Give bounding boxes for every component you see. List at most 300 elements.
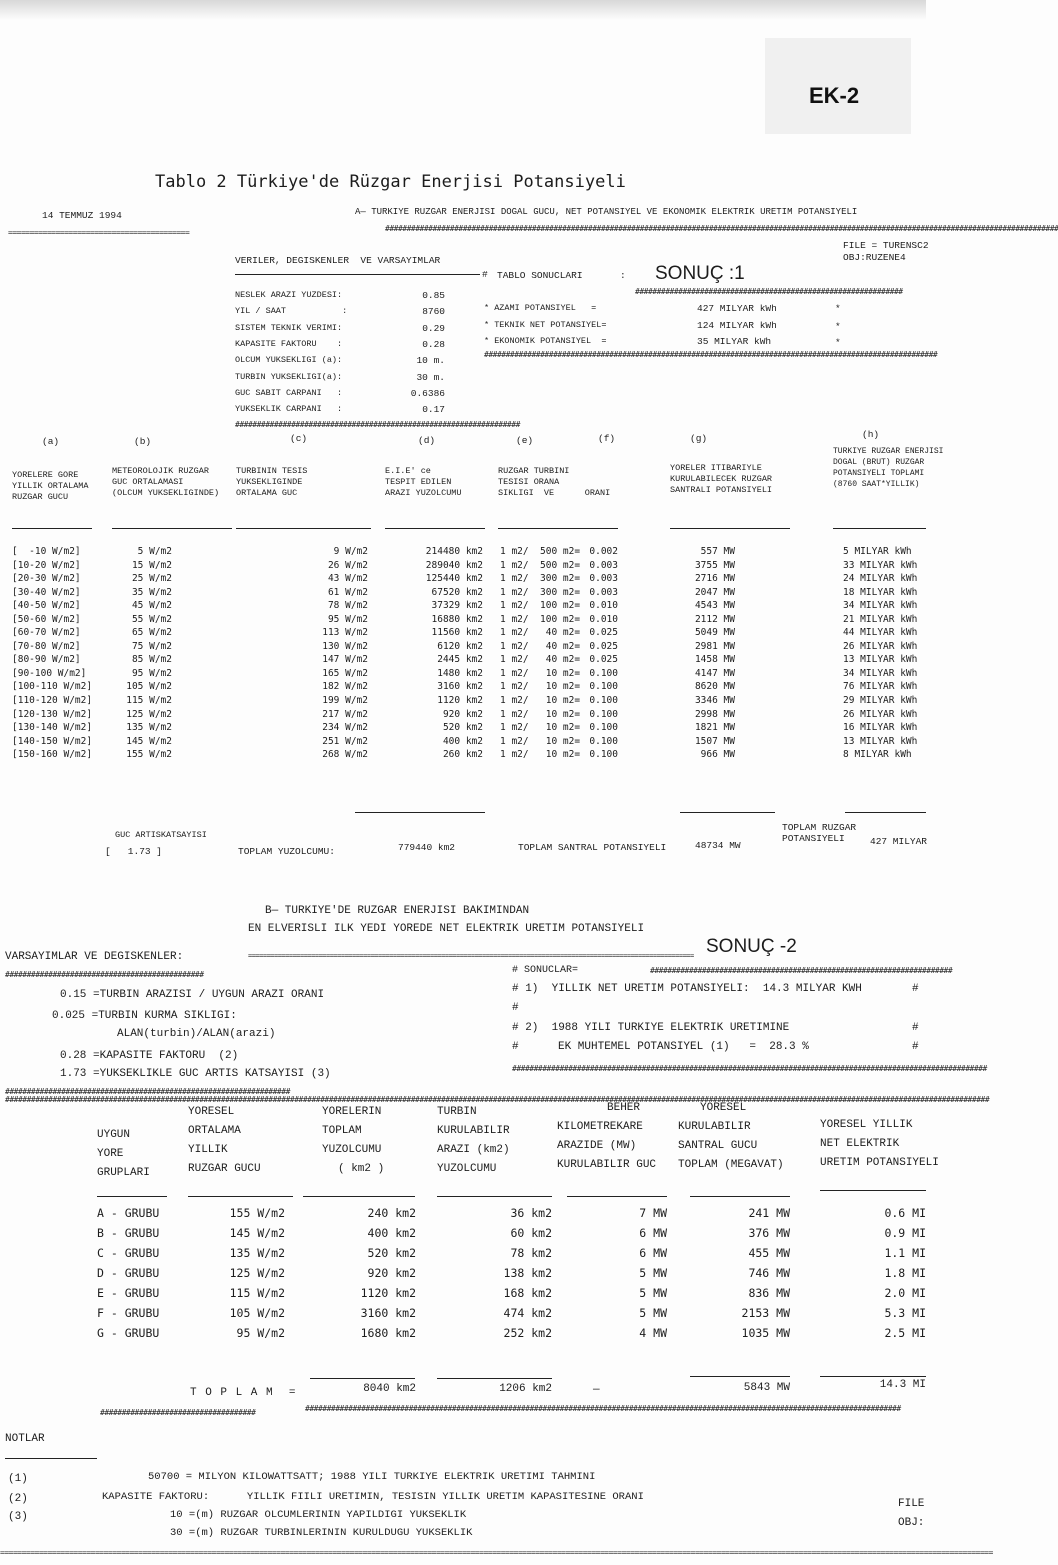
cell-range: [ -10 W/m2] [12,546,81,557]
cell-capacity: 746 MW [748,1266,790,1280]
cell-turbine-area: 138 km2 [503,1266,552,1280]
cell-range: [120-130 W/m2] [12,708,93,720]
table-b-column [700,1203,790,1343]
colb-head-groups: UYGUN YORE GRUPLARI [97,1129,150,1179]
cell-turbine-area: 252 km2 [503,1326,552,1340]
cell-power: 105 W/m2 [229,1306,285,1320]
cell-range: [20-30 W/m2] [12,573,81,585]
input-value: 0.29 [422,322,445,334]
cell-ratio: 0.003 [589,586,618,598]
obj-label: OBJ:RUZENE4 [843,252,906,263]
cell-range: [100-110 W/m2] [12,681,93,693]
total-b-turbine-area: 1206 km2 [499,1383,552,1395]
cell-natural-potential: 44 MILYAR kWh [843,627,918,639]
hash-divider: ############################################## [5,970,204,979]
cell-turbine-area: 474 km2 [503,1306,552,1320]
cell-met-power: 25 W/m2 [131,573,172,585]
cell-turbine-power: 182 W/m2 [322,681,368,693]
cell-range: [140-150 W/m2] [12,735,93,747]
note-text: 10 =(m) RUZGAR OLCUMLERININ YAPILDIGI YUKSEKLIK [170,1509,467,1521]
marker: # [512,1041,519,1053]
cell-turbine-power: 217 W/m2 [322,708,368,720]
annex-label-box [765,38,911,134]
page-title: Tablo 2 Türkiye'de Rüzgar Enerjisi Potansiyeli [155,172,626,192]
rule [97,1196,167,1197]
cell-natural-potential: 18 MILYAR kWh [843,586,918,598]
marker: * [835,321,841,332]
rule [112,528,232,529]
assumption-4: 1.73 =YUKSEKLIKLE GUC ARTIS KATSAYISI (3) [60,1068,331,1080]
rule [12,528,92,529]
marker: * [835,303,841,314]
table-a-column [843,545,933,762]
cell-production: 2.0 MI [884,1286,926,1300]
table-b-column [195,1203,285,1343]
total-b-capacity: 5843 MW [743,1382,790,1394]
cell-density: 1 m2/ 10 m2= [500,735,581,747]
cell-density: 1 m2/ 10 m2= [500,708,581,720]
colb-head-turbine-area: TURBIN KURULABILIR ARAZI (km2) YUZOLCUMU [437,1106,510,1175]
cell-turbine-power: 113 W/m2 [322,627,368,639]
colb-head-area: YORELERIN TOPLAM YUZOLCUMU ( km2 ) [322,1106,385,1175]
table-a-column [12,545,102,762]
cell-ratio: 0.025 [589,627,618,639]
cell-natural-potential: 5 MILYAR kWh [843,546,912,557]
cell-range: [70-80 W/m2] [12,640,81,652]
cell-density: 1 m2/ 100 m2= [500,613,581,625]
col-letter-a: (a) [42,436,60,447]
colb-head-production: YORESEL YILLIK NET ELEKTRIK URETIM POTANSIYELI [820,1119,939,1169]
cell-ratio: 0.100 [589,681,618,693]
cell-area: 920 km2 [442,708,483,720]
hash-divider: ###################################################################### [650,966,953,975]
cell-per-km2: 6 MW [639,1226,667,1240]
input-label: TURBIN YUKSEKLIGI(a): [235,371,343,382]
hash-divider: ######################################################################################################### [484,350,938,359]
hash-divider: ========================================== [8,228,190,237]
colb-head-capacity: YORESEL KURULABILIR SANTRAL GUCU TOPLAM (MEGAVAT) [678,1102,784,1171]
cell-natural-potential: 13 MILYAR kWh [843,735,918,747]
cell-area: 6120 km2 [437,640,483,652]
rule [690,1376,790,1377]
hash-divider: ======================================================================================================================== [248,952,694,960]
cell-capacity: 1035 MW [741,1326,790,1340]
cell-density: 1 m2/ 300 m2= [500,586,581,598]
table-b-column [830,1203,926,1343]
col-head-a: YORELERE GORE YILLIK ORTALAMA RUZGAR GUCU [12,470,89,502]
cell-per-km2: 5 MW [639,1286,667,1300]
rule [188,1196,293,1197]
input-value: 0.6386 [410,387,445,399]
cell-plant-potential: 2981 MW [694,640,735,652]
cell-plant-potential: 3346 MW [694,695,735,707]
col-head-c: TURBININ TESIS YUKSEKLIGINDE ORTALAMA GUC [236,466,308,498]
cell-density: 1 m2/ 500 m2= [500,546,581,557]
cell-capacity: 376 MW [748,1226,790,1240]
cell-area: 289040 km2 [425,559,483,571]
note-text: 30 =(m) RUZGAR TURBINLERININ KURULDUGU YUKSEKLIK [170,1527,473,1539]
cell-density: 1 m2/ 40 m2= [500,640,581,652]
cell-area: 214480 km2 [425,546,483,557]
result-b-3: EK MUHTEMEL POTANSIYEL (1) = 28.3 % [558,1041,809,1053]
cell-plant-potential: 1507 MW [694,735,735,747]
results-label: # SONUCLAR= [512,965,579,976]
note-number: (3) [8,1511,28,1523]
cell-capacity: 241 MW [748,1206,790,1220]
cell-range: [10-20 W/m2] [12,559,81,571]
input-label: GUC SABIT CARPANI : [235,387,343,398]
note-text: KAPASITE FAKTORU: YILLIK FIILI URETIMIN, TESISIN YILLIK URETIM KAPASITESINE ORANI [102,1491,644,1503]
cell-range: [80-90 W/m2] [12,654,81,666]
cell-area: 37329 km2 [431,600,483,612]
cell-met-power: 125 W/m2 [126,708,172,720]
cell-natural-potential: 26 MILYAR kWh [843,708,918,720]
cell-area: 1480 km2 [437,667,483,679]
cell-plant-potential: 557 MW [700,546,735,557]
cell-range: [130-140 W/m2] [12,722,93,734]
col-letter-f: (f) [598,433,616,444]
colb-head-power: YORESEL ORTALAMA YILLIK RUZGAR GUCU [188,1106,261,1175]
cell-area: 3160 km2 [360,1306,416,1320]
cell-density: 1 m2/ 300 m2= [500,573,581,585]
cell-density: 1 m2/ 10 m2= [500,722,581,734]
cell-turbine-power: 26 W/m2 [327,559,368,571]
cell-met-power: 115 W/m2 [126,695,172,707]
cell-turbine-power: 199 W/m2 [322,695,368,707]
note-text: 50700 = MILYON KILOWATTSATT; 1988 YILI TURKIYE ELEKTRIK URETIMI TAHMINI [148,1471,596,1483]
cell-natural-potential: 26 MILYAR kWh [843,640,918,652]
marker: # [912,1022,919,1034]
cell-turbine-power: 61 W/m2 [327,586,368,598]
cell-power: 115 W/m2 [229,1286,285,1300]
cell-turbine-area: 60 km2 [510,1226,552,1240]
table-b-column [455,1203,552,1343]
cell-area: 260 km2 [442,749,483,761]
cell-met-power: 105 W/m2 [126,681,172,693]
cell-density: 1 m2/ 10 m2= [500,667,581,679]
hash-divider: ########################################################################################################################################## [305,1404,901,1413]
cell-natural-potential: 13 MILYAR kWh [843,654,918,666]
cell-area: 11560 km2 [431,627,483,639]
toplam-ruzgar-label: TOPLAM RUZGAR POTANSIYELI [782,822,857,844]
guc-label: GUC ARTISKATSAYISI [115,830,207,840]
cell-area: 1120 km2 [437,695,483,707]
cell-area: 520 km2 [367,1246,416,1260]
cell-density: 1 m2/ 40 m2= [500,627,581,639]
input-value: 8760 [422,306,445,318]
cell-met-power: 145 W/m2 [126,735,172,747]
cell-plant-potential: 2112 MW [694,613,735,625]
cell-met-power: 55 W/m2 [131,613,172,625]
cell-capacity: 836 MW [748,1286,790,1300]
cell-met-power: 75 W/m2 [131,640,172,652]
scan-edge-shadow [0,0,926,20]
table-a-column [680,545,735,762]
result-label: * AZAMI POTANSIYEL = [484,303,597,313]
cell-turbine-power: 43 W/m2 [327,573,368,585]
input-value: 10 m. [416,355,445,367]
cell-per-km2: 5 MW [639,1306,667,1320]
result-b-2: # 2) 1988 YILI TURKIYE ELEKTRIK URETIMINE [512,1022,790,1034]
result-label: * EKONOMIK POTANSIYEL = [484,336,607,346]
cell-range: [90-100 W/m2] [12,667,87,679]
cell-turbine-power: 234 W/m2 [322,722,368,734]
cell-range: [30-40 W/m2] [12,586,81,598]
cell-area: 400 km2 [442,735,483,747]
section-b-subtitle: EN ELVERISLI ILK YEDI YOREDE NET ELEKTRIK URETIM POTANSIYELI [248,923,645,935]
table-b-column [320,1203,416,1343]
table-a-column [385,545,483,762]
input-label: YIL / SAAT : [235,306,348,317]
hash-divider: #################################### [100,1408,256,1417]
toplam-santral-label: TOPLAM SANTRAL POTANSIYELI [518,842,667,853]
results-header-marker: # [482,269,488,280]
cell-turbine-area: 78 km2 [510,1246,552,1260]
cell-met-power: 15 W/m2 [131,559,172,571]
cell-group: D - GRUBU [97,1266,160,1280]
cell-turbine-power: 251 W/m2 [322,735,368,747]
cell-capacity: 2153 MW [741,1306,790,1320]
cell-power: 125 W/m2 [229,1266,285,1280]
cell-density: 1 m2/ 500 m2= [500,559,581,571]
cell-area: 2445 km2 [437,654,483,666]
cell-plant-potential: 2716 MW [694,573,735,585]
toplam-santral: 48734 MW [695,840,741,851]
cell-range: [60-70 W/m2] [12,627,81,639]
hash-divider: ############################################################## [635,287,903,296]
cell-ratio: 0.100 [589,722,618,734]
col-head-d: E.I.E' ce TESPIT EDILEN ARAZI YUZOLCUMU [385,466,462,498]
assumption-1: 0.15 =TURBIN ARAZISI / UYGUN ARAZI ORANI [60,989,325,1001]
cell-capacity: 455 MW [748,1246,790,1260]
cell-range: [110-120 W/m2] [12,695,93,707]
result-1-heading: SONUÇ :1 [655,263,745,284]
total-b-dash: — [593,1384,600,1396]
rule [833,528,926,529]
cell-met-power: 85 W/m2 [131,654,172,666]
table-a-column [305,545,368,762]
cell-density: 1 m2/ 40 m2= [500,654,581,666]
cell-met-power: 65 W/m2 [131,627,172,639]
hash-divider: #################################################################################################################################################################################################################################### [5,1095,990,1104]
cell-turbine-power: 130 W/m2 [322,640,368,652]
cell-natural-potential: 21 MILYAR kWh [843,613,918,625]
rule [437,1378,552,1379]
cell-area: 16880 km2 [431,613,483,625]
cell-density: 1 m2/ 100 m2= [500,600,581,612]
cell-ratio: 0.010 [589,613,618,625]
cell-turbine-power: 78 W/m2 [327,600,368,612]
cell-production: 1.1 MI [884,1246,926,1260]
hash-divider: ====================================================================================================================================================================================================================================== [0,1548,993,1557]
cell-plant-potential: 4147 MW [694,667,735,679]
rule [437,1196,552,1197]
cell-area: 240 km2 [367,1206,416,1220]
cell-ratio: 0.100 [589,667,618,679]
assumption-2: 0.025 =TURBIN KURMA SIKLIGI: [52,1010,237,1022]
cell-production: 1.8 MI [884,1266,926,1280]
section-a-title: A— TURKIYE RUZGAR ENERJISI DOGAL GUCU, NET POTANSIYEL VE EKONOMIK ELEKTRIK URETIM POTANSIYELI [355,207,858,217]
input-value: 0.85 [422,290,445,301]
cell-ratio: 0.100 [589,695,618,707]
colb-head-per-km2: BEHER KILOMETREKARE ARAZIDE (MW) KURULABILIR GUC [557,1102,657,1171]
cell-plant-potential: 8620 MW [694,681,735,693]
cell-turbine-area: 36 km2 [510,1206,552,1220]
rule [5,1458,97,1459]
total-b-production: 14.3 MI [879,1379,926,1391]
cell-turbine-power: 9 W/m2 [333,546,368,557]
total-b-area: 8040 km2 [363,1383,416,1395]
toplam-yuzolcumu-label: TOPLAM YUZOLCUMU: [238,846,335,857]
cell-ratio: 0.100 [589,708,618,720]
result-b-1: # 1) YILLIK NET URETIM POTANSIYELI: 14.3 MILYAR KWH [512,983,862,995]
rule [498,528,618,529]
col-head-g: YORELER ITIBARIYLE KURULABILECEK RUZGAR SANTRALI POTANSIYELI [670,463,773,495]
cell-plant-potential: 1458 MW [694,654,735,666]
inputs-header: VERILER, DEGISKENLER VE VARSAYIMLAR [235,255,441,266]
cell-natural-potential: 8 MILYAR kWh [843,749,912,761]
cell-per-km2: 7 MW [639,1206,667,1220]
input-label: SISTEM TEKNIK VERIMI: [235,322,343,333]
cell-plant-potential: 2998 MW [694,708,735,720]
rule [820,1190,926,1191]
cell-per-km2: 4 MW [639,1326,667,1340]
col-letter-d: (d) [418,435,436,446]
toplam-yuzolcumu: 779440 km2 [398,842,456,853]
cell-area: 1120 km2 [360,1286,416,1300]
cell-plant-potential: 4543 MW [694,600,735,612]
col-letter-e: (e) [516,435,534,446]
cell-natural-potential: 24 MILYAR kWh [843,573,918,585]
cell-ratio: 0.010 [589,600,618,612]
cell-met-power: 95 W/m2 [131,667,172,679]
cell-ratio: 0.100 [589,735,618,747]
table-a-column [585,545,618,762]
cell-production: 0.6 MI [884,1206,926,1220]
cell-group: A - GRUBU [97,1206,160,1220]
marker: * [835,337,841,348]
notes-title: NOTLAR [5,1433,45,1445]
assumption-3: 0.28 =KAPASITE FAKTORU (2) [60,1050,239,1062]
cell-met-power: 155 W/m2 [126,749,172,761]
annex-label: EK-2 [809,83,860,108]
col-head-h: TURKIYE RUZGAR ENERJISI DOGAL (BRUT) RUZGAR POTANSIYELI TOPLAMI (8760 SAAT*YILLIK) [833,447,944,489]
note-number: (1) [8,1473,28,1485]
hash-divider: ################################################################## [235,420,520,429]
cell-area: 125440 km2 [425,573,483,585]
cell-turbine-power: 147 W/m2 [322,654,368,666]
marker: # [912,983,919,995]
cell-power: 155 W/m2 [229,1206,285,1220]
col-head-e: RUZGAR TURBINI TESISI ORANA SIKLIGI VE ORANI [498,466,611,498]
report-date: 14 TEMMUZ 1994 [42,210,122,221]
cell-production: 0.9 MI [884,1226,926,1240]
cell-density: 1 m2/ 10 m2= [500,681,581,693]
hash-divider: ############################################################################################################################################################ [385,224,1058,233]
toplam-ruzgar: 427 MILYAR [870,836,928,847]
rule [310,1378,415,1379]
rule [670,528,790,529]
cell-ratio: 0.100 [589,749,618,761]
assumptions-title: VARSAYIMLAR VE DEGISKENLER: [5,951,184,963]
cell-natural-potential: 34 MILYAR kWh [843,600,918,612]
cell-range: [50-60 W/m2] [12,613,81,625]
rule [236,528,371,529]
separator-dot: : [620,270,626,281]
cell-natural-potential: 33 MILYAR kWh [843,559,918,571]
cell-production: 5.3 MI [884,1306,926,1320]
table-a-column [112,545,172,762]
cell-per-km2: 6 MW [639,1246,667,1260]
cell-area: 67520 km2 [431,586,483,598]
cell-met-power: 45 W/m2 [131,600,172,612]
cell-density: 1 m2/ 10 m2= [500,749,581,761]
cell-natural-potential: 34 MILYAR kWh [843,667,918,679]
input-label: YUKSEKLIK CARPANI : [235,404,343,415]
cell-area: 3160 km2 [437,681,483,693]
input-value: 30 m. [416,371,445,383]
rule [845,812,926,813]
cell-range: [40-50 W/m2] [12,600,81,612]
cell-plant-potential: 1821 MW [694,722,735,734]
result-value: 427 MILYAR kWh [697,303,777,314]
cell-met-power: 135 W/m2 [126,722,172,734]
cell-ratio: 0.003 [589,559,618,571]
results-header: TABLO SONUCLARI [497,270,583,281]
rule [235,274,480,275]
cell-group: E - GRUBU [97,1286,160,1300]
cell-ratio: 0.002 [589,546,618,557]
result-value: 124 MILYAR kWh [697,319,777,331]
input-label: OLCUM YUKSEKLIGI (a): [235,355,343,366]
cell-group: B - GRUBU [97,1226,160,1240]
cell-met-power: 5 W/m2 [137,546,172,557]
rule [303,1196,415,1197]
cell-area: 400 km2 [367,1226,416,1240]
result-value: 35 MILYAR kWh [697,336,772,347]
cell-area: 520 km2 [442,722,483,734]
cell-power: 145 W/m2 [229,1226,285,1240]
guc-value: [ 1.73 ] [105,846,163,857]
cell-natural-potential: 29 MILYAR kWh [843,695,918,707]
marker: # [512,1002,519,1014]
col-letter-c: (c) [290,433,308,444]
footer-obj: OBJ: [898,1517,925,1529]
input-value: 0.28 [422,338,445,350]
cell-power: 95 W/m2 [236,1326,285,1340]
file-label: FILE = TURENSC2 [843,240,929,251]
cell-per-km2: 5 MW [639,1266,667,1280]
col-letter-h: (h) [862,429,880,440]
section-b-title: B— TURKIYE'DE RUZGAR ENERJISI BAKIMINDAN [265,905,530,917]
cell-group: G - GRUBU [97,1326,160,1340]
cell-met-power: 35 W/m2 [131,586,172,598]
rule [355,812,485,813]
cell-area: 1680 km2 [360,1326,416,1340]
cell-plant-potential: 966 MW [700,749,735,761]
rule [567,1196,667,1197]
cell-ratio: 0.025 [589,640,618,652]
result-label: * TEKNIK NET POTANSIYEL= [484,319,607,330]
result-2-heading: SONUÇ -2 [706,936,797,957]
cell-plant-potential: 3755 MW [694,559,735,571]
cell-turbine-area: 168 km2 [503,1286,552,1300]
cell-density: 1 m2/ 10 m2= [500,695,581,707]
marker: # [912,1041,919,1053]
hash-divider: ############################################################################################################## [512,1064,987,1073]
rule [680,812,775,813]
rule [385,528,485,529]
